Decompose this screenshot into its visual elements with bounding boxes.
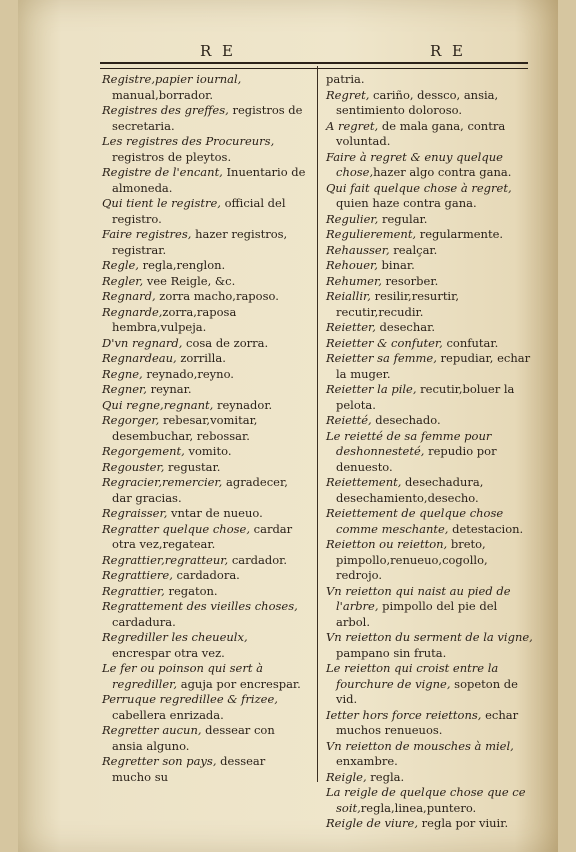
dictionary-entry bbox=[326, 708, 534, 739]
entry-definition: cabellera enrizada. bbox=[112, 707, 224, 722]
entry-definition: vee Reigle, &c. bbox=[143, 273, 236, 288]
entry-definition: repudio por denuesto. bbox=[336, 444, 497, 474]
entry-definition: hazer algo contra gana. bbox=[373, 165, 512, 179]
dictionary-entry bbox=[102, 754, 307, 785]
entry-headword: Le reietté de sa femme pour deshonnesteté, bbox=[326, 428, 492, 458]
entry-headword: Regretter son pays, bbox=[102, 754, 217, 768]
dictionary-entry bbox=[326, 382, 534, 413]
entry-definition: manual,borrador. bbox=[112, 87, 214, 102]
dictionary-entry bbox=[102, 506, 307, 522]
entry-headword: Reigle, bbox=[326, 769, 367, 784]
entry-headword: Reiallir, bbox=[326, 289, 371, 303]
entry-headword: Regrediller les cheueulx, bbox=[102, 630, 248, 644]
dictionary-entry bbox=[102, 522, 307, 553]
entry-headword: Regnarde, bbox=[102, 304, 163, 319]
entry-definition: cardadura. bbox=[112, 614, 176, 629]
entry-headword: Vn reietton qui naist au pied de l'arbre, bbox=[326, 583, 511, 613]
entry-headword: Regorgement, bbox=[102, 444, 185, 458]
dictionary-entry bbox=[326, 351, 534, 382]
entry-definition: registros de secretaria. bbox=[112, 103, 303, 133]
entry-definition: vomito. bbox=[184, 444, 232, 458]
entry-headword: Reietter la pile, bbox=[326, 382, 417, 396]
entry-headword: Registres des greffes, bbox=[102, 103, 229, 117]
entry-definition: rebesar,vomitar, desembuchar, rebossar. bbox=[112, 413, 258, 443]
entry-headword: Regler, bbox=[102, 273, 144, 288]
entry-definition: reynador. bbox=[213, 397, 273, 412]
entry-headword: Le reietton qui croist entre la fourchure de vigne, bbox=[326, 661, 499, 691]
entry-definition: confutar. bbox=[442, 335, 499, 350]
entry-definition: encrespar otra vez. bbox=[112, 645, 225, 660]
entry-definition: cariño, dessco, ansia, sentimiento doloroso. bbox=[336, 87, 499, 117]
dictionary-entry bbox=[102, 103, 307, 134]
dictionary-entry bbox=[102, 196, 307, 227]
entry-definition: pampano sin fruta. bbox=[336, 645, 447, 660]
dictionary-entry bbox=[326, 770, 534, 786]
entry-definition: regaton. bbox=[164, 583, 218, 598]
dictionary-entry bbox=[102, 475, 307, 506]
entry-definition: realçar. bbox=[389, 242, 438, 257]
entry-headword: Faire registres, bbox=[102, 227, 192, 241]
entry-headword: Reiettement de quelque chose comme meschante, bbox=[326, 506, 504, 536]
dictionary-entry bbox=[102, 661, 307, 692]
entry-definition: regustar. bbox=[164, 459, 221, 474]
entry-definition: zorrilla. bbox=[176, 351, 226, 365]
entry-headword: Regle, bbox=[102, 258, 139, 272]
dictionary-entry bbox=[102, 460, 307, 476]
entry-definition: regla,renglon. bbox=[138, 258, 226, 272]
entry-definition: dessear mucho su bbox=[112, 754, 266, 784]
entry-headword: La reigle de quelque chose que ce soit, bbox=[326, 785, 526, 815]
dictionary-entry bbox=[102, 444, 307, 460]
entry-headword: Reietter, bbox=[326, 320, 376, 334]
dictionary-entry bbox=[326, 429, 534, 476]
entry-definition: breto, pimpollo,renueuo,cogollo, redrojo. bbox=[336, 537, 488, 582]
dictionary-entry bbox=[102, 258, 307, 274]
entry-headword: Reietté, bbox=[326, 413, 372, 427]
entry-definition: echar muchos renueuos. bbox=[336, 707, 519, 737]
dictionary-entry bbox=[326, 258, 534, 274]
entry-definition: regla. bbox=[366, 769, 405, 784]
dictionary-entry bbox=[326, 661, 534, 708]
dictionary-entry bbox=[102, 584, 307, 600]
entry-definition: cardar otra vez,regatear. bbox=[112, 521, 293, 551]
dictionary-entry bbox=[326, 88, 534, 119]
entry-headword: Vn reietton du serment de la vigne, bbox=[326, 630, 533, 644]
entry-definition: registros de pleytos. bbox=[112, 149, 232, 164]
entry-definition: desechadura, desechamiento,desecho. bbox=[336, 475, 484, 505]
dictionary-entry bbox=[326, 816, 534, 832]
dictionary-entry bbox=[326, 243, 534, 259]
dictionary-entry bbox=[102, 413, 307, 444]
entry-headword: Regrattier,regratteur, bbox=[102, 552, 229, 567]
dictionary-entry bbox=[102, 599, 307, 630]
entry-headword: Registre de l'encant, bbox=[102, 165, 223, 179]
entry-definition: hazer registros, registrar. bbox=[112, 227, 288, 257]
entry-definition: dessear con ansia alguno. bbox=[112, 723, 275, 753]
entry-headword: Regne, bbox=[102, 366, 143, 381]
entry-definition: repudiar, echar la muger. bbox=[336, 351, 531, 381]
entry-definition: official del registro. bbox=[112, 196, 286, 226]
dictionary-entry bbox=[326, 785, 534, 816]
dictionary-entry bbox=[102, 367, 307, 383]
dictionary-entry bbox=[102, 274, 307, 290]
entry-headword: Faire à regret & enuy quelque chose, bbox=[326, 149, 503, 179]
entry-headword: Les registres des Procureurs, bbox=[102, 134, 275, 148]
dictionary-entry bbox=[326, 475, 534, 506]
dictionary-entry bbox=[102, 227, 307, 258]
entry-headword: Regrattier, bbox=[102, 583, 165, 598]
entry-definition: desechado. bbox=[371, 413, 441, 427]
entry-definition: cosa de zorra. bbox=[182, 335, 269, 350]
dictionary-entry bbox=[102, 305, 307, 336]
book-page bbox=[18, 0, 558, 852]
entry-definition: agradecer, dar gracias. bbox=[112, 475, 288, 505]
entry-headword: Regrattement des vieilles choses, bbox=[102, 599, 298, 613]
dictionary-entry bbox=[326, 739, 534, 770]
entry-definition: quien haze contra gana. bbox=[336, 196, 477, 210]
entry-headword: Qui tient le registre, bbox=[102, 196, 221, 210]
dictionary-entry bbox=[102, 568, 307, 584]
right-column bbox=[326, 72, 534, 832]
entry-headword: Regrattiere, bbox=[102, 568, 173, 582]
entry-headword: Regouster, bbox=[102, 459, 165, 474]
dictionary-entry bbox=[102, 72, 307, 103]
dictionary-entry bbox=[326, 506, 534, 537]
entry-definition: recutir,boluer la pelota. bbox=[336, 382, 515, 412]
entry-definition: resorber. bbox=[381, 273, 439, 288]
dictionary-entry bbox=[326, 584, 534, 631]
entry-headword: Reigle de viure, bbox=[326, 816, 419, 830]
entry-definition: aguja por encrespar. bbox=[177, 676, 301, 691]
entry-definition: binar. bbox=[377, 258, 415, 272]
left-column bbox=[102, 72, 307, 785]
dictionary-entry bbox=[102, 134, 307, 165]
entry-definition: reynado,reyno. bbox=[142, 366, 234, 381]
entry-headword: Registre,papier iournal, bbox=[102, 72, 242, 86]
entry-definition: pimpollo del pie del arbol. bbox=[336, 599, 498, 629]
entry-headword: Reietter sa femme, bbox=[326, 351, 437, 365]
dictionary-entry bbox=[326, 274, 534, 290]
dictionary-entry bbox=[102, 398, 307, 414]
dictionary-entry bbox=[326, 212, 534, 228]
dictionary-entry bbox=[326, 336, 534, 352]
entry-definition: enxambre. bbox=[336, 754, 398, 768]
header-right: R E bbox=[430, 42, 467, 60]
entry-definition: vntar de nueuo. bbox=[167, 506, 263, 520]
entry-headword: Rehouer, bbox=[326, 258, 378, 272]
entry-headword: Qui regne,regnant, bbox=[102, 397, 214, 412]
entry-definition: sopeton de vid. bbox=[336, 676, 518, 706]
header-rule bbox=[100, 68, 528, 69]
dictionary-entry bbox=[326, 227, 534, 243]
dictionary-entry bbox=[326, 181, 534, 212]
entry-headword: Regretter aucun, bbox=[102, 723, 202, 737]
entry-headword: Regnard, bbox=[102, 289, 156, 303]
dictionary-entry bbox=[326, 320, 534, 336]
entry-headword: Vn reietton de mousches à miel, bbox=[326, 738, 514, 753]
dictionary-entry bbox=[102, 553, 307, 569]
entry-headword: Qui fait quelque chose à regret, bbox=[326, 180, 512, 195]
entry-headword: Rehumer, bbox=[326, 273, 382, 288]
dictionary-entry bbox=[326, 537, 534, 584]
entry-definition: zorra macho,raposo. bbox=[155, 289, 279, 303]
entry-definition: resilir,resurtir, recutir,recudir. bbox=[336, 289, 460, 319]
entry-definition: Inuentario de almoneda. bbox=[112, 165, 306, 195]
entry-headword: Ietter hors force reiettons, bbox=[326, 707, 482, 722]
dictionary-entry bbox=[326, 72, 534, 88]
entry-headword: Perruque regredillee & frizee, bbox=[102, 692, 278, 706]
entry-definition: regla,linea,puntero. bbox=[360, 800, 477, 815]
entry-headword: Regret, bbox=[326, 87, 370, 102]
dictionary-entry bbox=[326, 119, 534, 150]
entry-headword: Regraisser, bbox=[102, 506, 168, 520]
dictionary-entry bbox=[102, 289, 307, 305]
dictionary-entry bbox=[102, 351, 307, 367]
dictionary-entry bbox=[102, 723, 307, 754]
entry-definition: detestacion. bbox=[448, 521, 524, 536]
dictionary-entry bbox=[326, 289, 534, 320]
entry-headword: Regracier,remercier, bbox=[102, 475, 223, 489]
entry-headword: Regulierement, bbox=[326, 227, 417, 241]
header-left: R E bbox=[200, 42, 237, 60]
dictionary-entry bbox=[102, 630, 307, 661]
running-header bbox=[100, 36, 528, 64]
dictionary-entry bbox=[102, 692, 307, 723]
entry-headword: Regulier, bbox=[326, 211, 379, 226]
entry-definition: desechar. bbox=[375, 320, 436, 334]
entry-headword: Regnardeau, bbox=[102, 351, 177, 365]
dictionary-entry bbox=[102, 165, 307, 196]
entry-headword: Regorger, bbox=[102, 413, 160, 427]
entry-headword: Regratter quelque chose, bbox=[102, 521, 250, 536]
entry-headword: Le fer ou poinson qui sert à regrediller, bbox=[102, 661, 263, 691]
entry-definition: de mala gana, contra voluntad. bbox=[336, 118, 506, 148]
entry-definition: cardadora. bbox=[172, 568, 240, 582]
entry-headword: Rehausser, bbox=[326, 242, 390, 257]
dictionary-entry bbox=[102, 336, 307, 352]
dictionary-entry bbox=[102, 382, 307, 398]
entry-definition: patria. bbox=[326, 72, 365, 86]
dictionary-entry bbox=[326, 630, 534, 661]
column-divider bbox=[317, 66, 318, 782]
entry-headword: Regner, bbox=[102, 382, 147, 396]
entry-definition: zorra,raposa hembra,vulpeja. bbox=[112, 304, 237, 334]
entry-headword: Reiettement, bbox=[326, 475, 402, 489]
entry-headword: A regret, bbox=[326, 118, 379, 133]
entry-definition: reynar. bbox=[146, 382, 192, 396]
dictionary-entry bbox=[326, 150, 534, 181]
entry-definition: regularmente. bbox=[416, 227, 504, 241]
entry-headword: D'vn regnard, bbox=[102, 335, 183, 350]
entry-headword: Reietter & confuter, bbox=[326, 335, 443, 350]
dictionary-entry bbox=[326, 413, 534, 429]
entry-definition: regla por viuir. bbox=[418, 816, 509, 830]
entry-definition: regular. bbox=[378, 211, 428, 226]
entry-headword: Reietton ou reietton, bbox=[326, 537, 448, 551]
entry-definition: cardador. bbox=[228, 552, 288, 567]
